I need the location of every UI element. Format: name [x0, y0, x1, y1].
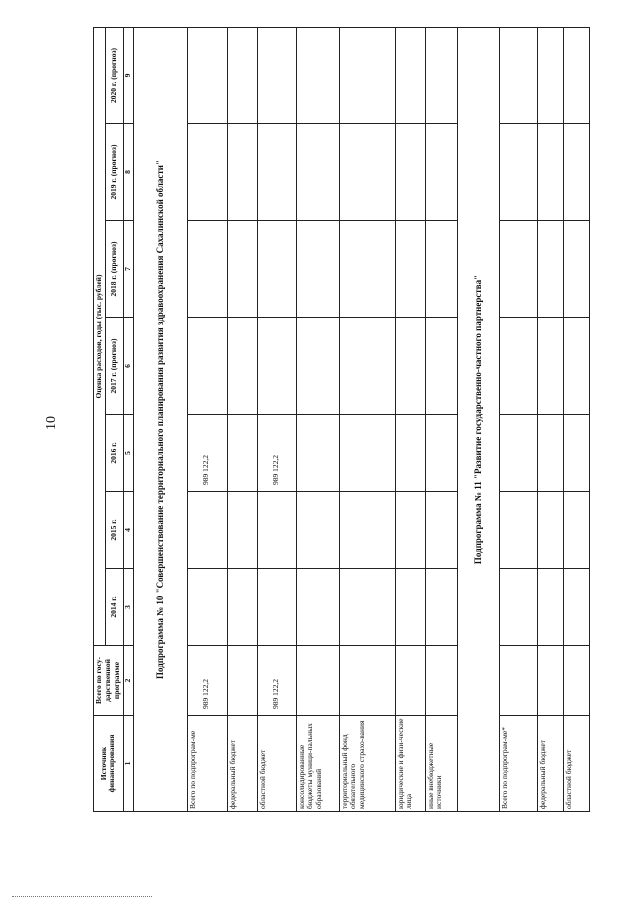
section-title: Подпрограмма № 10 "Совершенствование территориального планирования развития здравоохранения Сахалинской области" [133, 27, 187, 811]
cell-2014 [257, 569, 296, 646]
cell-2015 [257, 492, 296, 569]
row-source: федеральный бюджет [537, 716, 563, 812]
cell-2018 [257, 221, 296, 318]
cell-2018 [537, 221, 563, 318]
cell-2015 [499, 492, 537, 569]
cell-2016 [395, 415, 425, 492]
col-number: 7 [123, 221, 133, 318]
cell-2016 [499, 415, 537, 492]
header-total: Всего по госу-дарственной программе [94, 646, 124, 716]
col-number: 3 [123, 569, 133, 646]
cell-2016: 989 122,2 [187, 415, 227, 492]
cell-2017 [339, 318, 395, 415]
col-number: 9 [123, 27, 133, 123]
cell-2014 [425, 569, 457, 646]
cell-2018 [425, 221, 457, 318]
cell-2015 [227, 492, 257, 569]
row-source: территориальный фонд обязательного медицинского страхо-вания [339, 716, 395, 812]
cell-2020 [339, 27, 395, 123]
cell-2019 [187, 124, 227, 221]
cell-2017 [499, 318, 537, 415]
cell-total [227, 646, 257, 716]
cell-2015 [395, 492, 425, 569]
cell-total: 989 122,2 [187, 646, 227, 716]
cell-2016 [296, 415, 339, 492]
row-source: федеральный бюджет [227, 716, 257, 812]
header-year: 2016 г. [105, 415, 123, 492]
cell-2017 [537, 318, 563, 415]
cell-2018 [339, 221, 395, 318]
cell-2016 [425, 415, 457, 492]
cell-2016 [563, 415, 589, 492]
header-year: 2017 г. (прогноз) [105, 318, 123, 415]
expenses-table [93, 27, 590, 812]
cell-total [339, 646, 395, 716]
cell-2018 [296, 221, 339, 318]
cell-2014 [187, 569, 227, 646]
cell-2016: 989 122,2 [257, 415, 296, 492]
cell-2014 [227, 569, 257, 646]
cell-2019 [563, 124, 589, 221]
cell-2015 [563, 492, 589, 569]
col-number: 6 [123, 318, 133, 415]
cell-2017 [257, 318, 296, 415]
cell-2017 [563, 318, 589, 415]
row-source: юридические и физи-ческие лица [395, 716, 425, 812]
cell-total [425, 646, 457, 716]
cell-total [563, 646, 589, 716]
cell-2017 [187, 318, 227, 415]
header-year: 2018 г. (прогноз) [105, 221, 123, 318]
cell-2014 [499, 569, 537, 646]
row-source: областной бюджет [563, 716, 589, 812]
cell-total: 989 122,2 [257, 646, 296, 716]
cell-2014 [395, 569, 425, 646]
cell-2019 [537, 124, 563, 221]
cell-2015 [296, 492, 339, 569]
col-number: 1 [123, 716, 133, 812]
cell-total [296, 646, 339, 716]
cell-2017 [395, 318, 425, 415]
section-title: Подпрограмма № 11 "Развитие государственно-частного партнерства" [457, 27, 499, 811]
row-source: областной бюджет [257, 716, 296, 812]
cell-2020 [395, 27, 425, 123]
header-estimate: Оценка расходов, годы (тыс. рублей) [94, 27, 106, 645]
cell-2015 [339, 492, 395, 569]
cell-total [395, 646, 425, 716]
cell-2014 [296, 569, 339, 646]
header-year: 2020 г. (прогноз) [105, 27, 123, 123]
cell-2014 [563, 569, 589, 646]
cell-2019 [395, 124, 425, 221]
cell-2015 [425, 492, 457, 569]
cell-2018 [563, 221, 589, 318]
footnote-separator [12, 896, 152, 897]
cell-total [537, 646, 563, 716]
header-year: 2015 г. [105, 492, 123, 569]
cell-2020 [563, 27, 589, 123]
cell-2019 [257, 124, 296, 221]
cell-2020 [227, 27, 257, 123]
cell-2020 [537, 27, 563, 123]
cell-2018 [187, 221, 227, 318]
cell-2019 [499, 124, 537, 221]
cell-2017 [227, 318, 257, 415]
col-number: 8 [123, 124, 133, 221]
row-source: консолидированные бюджеты муници-пальных образований [296, 716, 339, 812]
row-source: Всего по подпрограм-ме* [499, 716, 537, 812]
header-source: Источник финансирования [94, 716, 124, 812]
cell-2017 [425, 318, 457, 415]
cell-2016 [537, 415, 563, 492]
cell-2019 [227, 124, 257, 221]
rotated-table-container [93, 28, 597, 812]
cell-2019 [425, 124, 457, 221]
header-year: 2019 г. (прогноз) [105, 124, 123, 221]
cell-2020 [187, 27, 227, 123]
row-source: Всего по подпрограм-ме [187, 716, 227, 812]
col-number: 5 [123, 415, 133, 492]
cell-2019 [296, 124, 339, 221]
cell-2018 [395, 221, 425, 318]
cell-2020 [499, 27, 537, 123]
col-number: 4 [123, 492, 133, 569]
header-year: 2014 г. [105, 569, 123, 646]
page-number: 10 [44, 416, 59, 430]
cell-2016 [339, 415, 395, 492]
cell-2018 [499, 221, 537, 318]
col-number: 2 [123, 646, 133, 716]
cell-2016 [227, 415, 257, 492]
cell-2015 [187, 492, 227, 569]
row-source: иные внебюджетные источники [425, 716, 457, 812]
cell-2014 [537, 569, 563, 646]
cell-2015 [537, 492, 563, 569]
cell-total [499, 646, 537, 716]
cell-2017 [296, 318, 339, 415]
cell-2020 [257, 27, 296, 123]
cell-2014 [339, 569, 395, 646]
cell-2019 [339, 124, 395, 221]
cell-2020 [296, 27, 339, 123]
cell-2020 [425, 27, 457, 123]
cell-2018 [227, 221, 257, 318]
